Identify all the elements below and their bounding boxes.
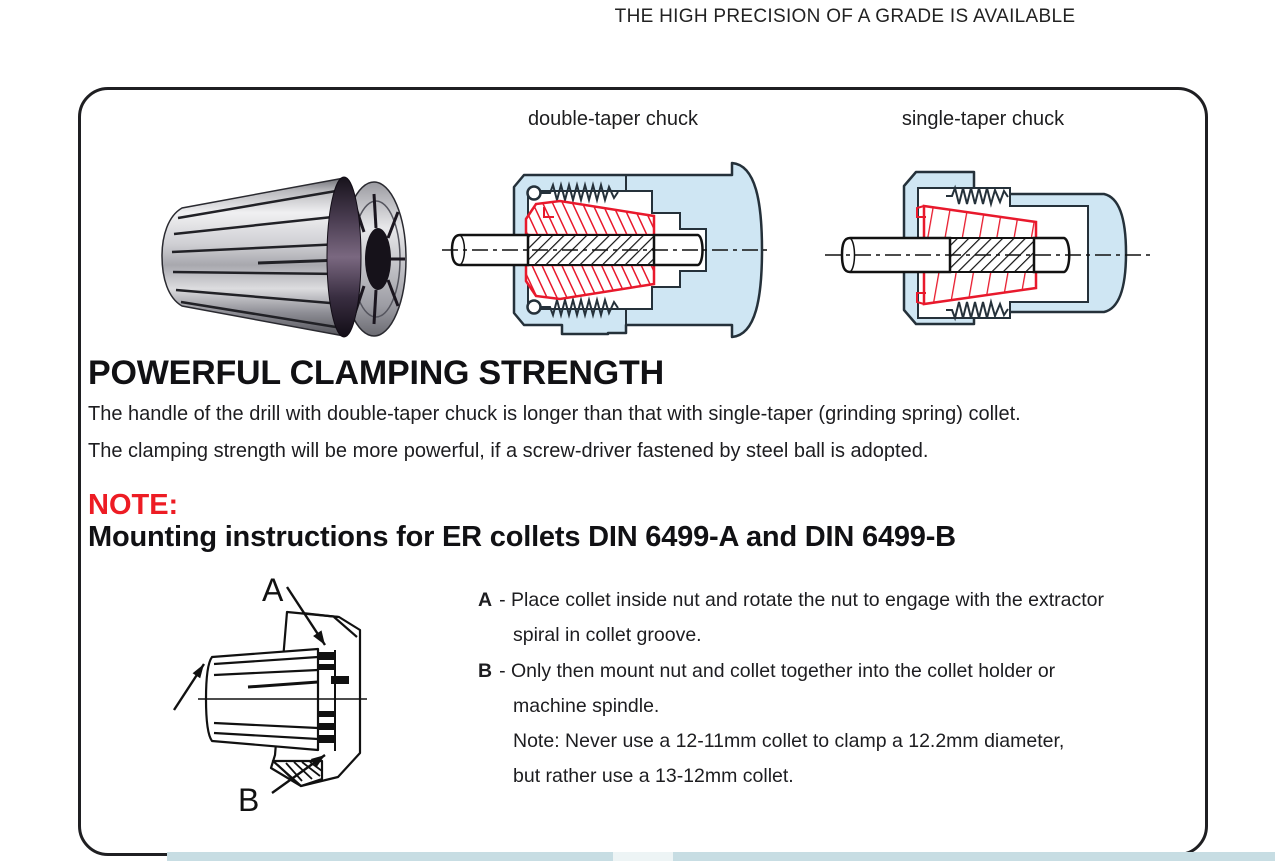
double-taper-chuck-label: double-taper chuck: [527, 108, 699, 130]
clamping-body-line1: The handle of the drill with double-taper chuck is longer than that with single-taper (grinding spring) collet.: [88, 403, 1021, 425]
instruction-a-line1: A - Place collet inside nut and rotate the nut to engage with the extractor: [478, 589, 1104, 611]
instruction-b-line1: B - Only then mount nut and collet together into the collet holder or: [478, 660, 1056, 682]
collet-nut-line-drawing: [152, 565, 462, 820]
footer-band-right: [673, 852, 1275, 861]
drawing-label-b: B: [238, 782, 260, 818]
instruction-a-line2: spiral in collet groove.: [513, 624, 702, 646]
mounting-heading: Mounting instructions for ER collets DIN 6499-A and DIN 6499-B: [88, 521, 956, 553]
clamping-body-line2: The clamping strength will be more powerful, if a screw-driver fastened by steel ball is adopted.: [88, 440, 929, 462]
footer-band-left: [167, 852, 613, 861]
single-taper-chuck-diagram: [820, 160, 1160, 350]
instruction-footnote-line1: Note: Never use a 12-11mm collet to clamp a 12.2mm diameter,: [513, 730, 1065, 752]
instruction-a-label: A: [478, 589, 493, 611]
double-taper-chuck-diagram: [440, 155, 770, 350]
clamping-heading: POWERFUL CLAMPING STRENGTH: [88, 354, 664, 392]
page-header-title: THE HIGH PRECISION OF A GRADE IS AVAILABLE: [614, 6, 1076, 27]
instruction-footnote-line2: but rather use a 13-12mm collet.: [513, 765, 794, 787]
note-label: NOTE:: [88, 489, 179, 521]
instruction-b-label: B: [478, 660, 493, 682]
drawing-label-a: A: [262, 572, 284, 608]
single-taper-chuck-label: single-taper chuck: [901, 108, 1065, 130]
footer-band-gap: [613, 852, 673, 861]
instruction-b-line2: machine spindle.: [513, 695, 660, 717]
er-collet-photo: [148, 150, 420, 350]
